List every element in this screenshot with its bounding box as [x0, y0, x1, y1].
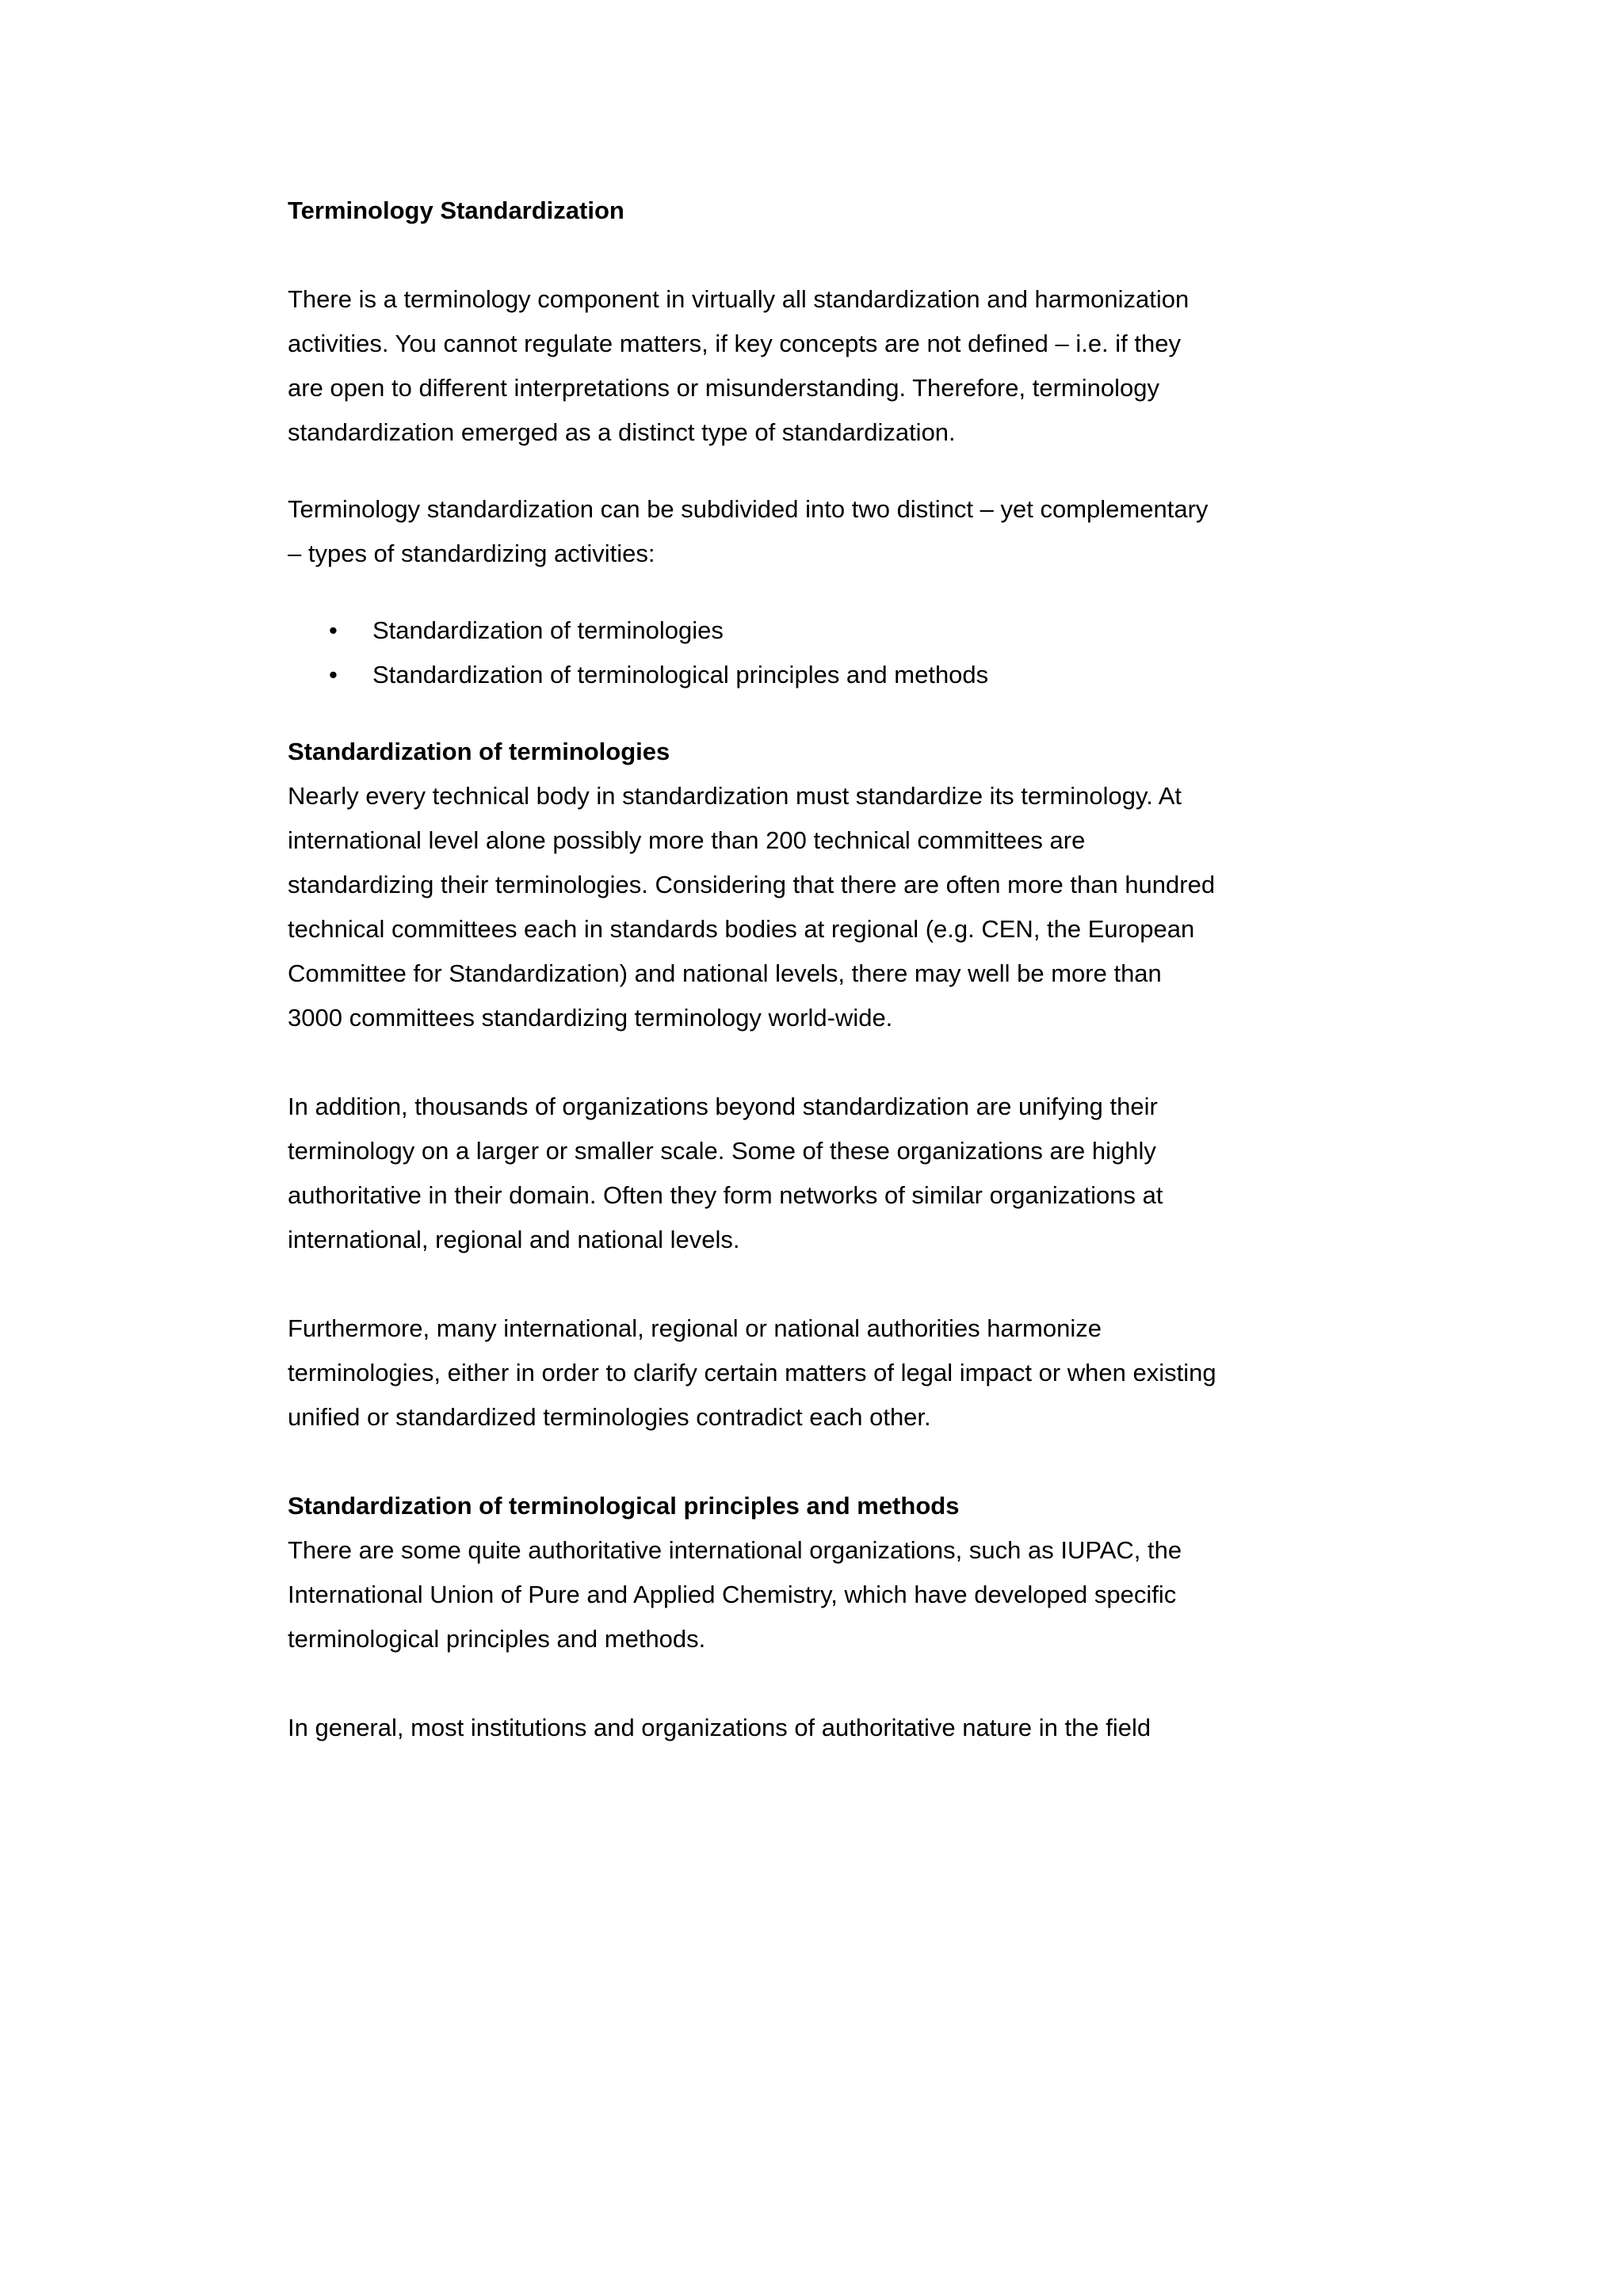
document-body	[288, 189, 1223, 1750]
paragraph-spacer	[288, 1440, 1223, 1484]
section-heading-terminologies: Standardization of terminologies	[288, 738, 670, 765]
subdivision-paragraph: Terminology standardization can be subdivided into two distinct – yet complementary – types of standardizing activities:	[288, 495, 1209, 567]
list-item-text: Standardization of terminological principles and methods	[372, 661, 989, 688]
paragraph-spacer	[288, 455, 1223, 487]
paragraph-spacer	[288, 576, 1223, 608]
section-heading-principles-methods: Standardization of terminological principles and methods	[288, 1492, 960, 1520]
intro-paragraph: There is a terminology component in virtually all standardization and harmonization activities. You cannot regulate matters, if key concepts are not defined – i.e. if they are open to different interpretations or misunderstanding. Therefore, terminology standardization emerged as a distinct type of standardization.	[288, 285, 1190, 446]
list-item	[288, 608, 1223, 653]
section1-paragraph-1: Nearly every technical body in standardization must standardize its terminology. At international level alone possibly more than 200 technical committees are standardizing their terminologies. Considering that there are often more than hundred technical committees each in standards bodies at regional (e.g. CEN, the European Committee for Standardization) and national levels, there may well be more than 3000 committees standardizing terminology world-wide.	[288, 782, 1216, 1032]
bullet-icon: •	[329, 661, 338, 688]
paragraph-spacer	[288, 1040, 1223, 1085]
paragraph-spacer	[288, 697, 1223, 730]
bullet-icon: •	[329, 616, 338, 644]
activity-type-list	[288, 608, 1223, 697]
section2-paragraph-2: In general, most institutions and organizations of authoritative nature in the field	[288, 1714, 1151, 1741]
paragraph-spacer	[288, 1661, 1223, 1706]
section1-paragraph-2: In addition, thousands of organizations beyond standardization are unifying their terminology on a larger or smaller scale. Some of these organizations are highly authoritative in their domain. Often they form networks of similar organizations at international, regional and national levels.	[288, 1093, 1163, 1253]
list-item-text: Standardization of terminologies	[372, 616, 724, 644]
section1-paragraph-3: Furthermore, many international, regional or national authorities harmonize terminologies, either in order to clarify certain matters of legal impact or when existing unified or standardized terminologies contradict each other.	[288, 1314, 1216, 1431]
document-title: Terminology Standardization	[288, 196, 624, 224]
section2-paragraph-1: There are some quite authoritative international organizations, such as IUPAC, the International Union of Pure and Applied Chemistry, which have developed specific terminological principles and methods.	[288, 1536, 1182, 1653]
paragraph-spacer	[288, 1262, 1223, 1306]
list-item	[288, 653, 1223, 697]
